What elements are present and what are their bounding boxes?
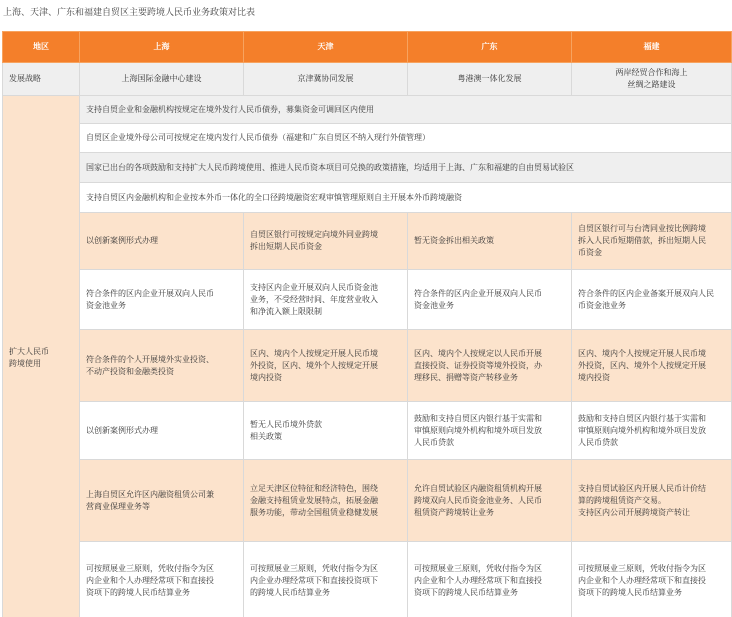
table-row (3, 402, 732, 460)
row-cell-tianjin: 自贸区银行可按规定向境外同业跨境 拆出短期人民币资金 (244, 213, 408, 270)
table-row (3, 213, 732, 270)
table-row (3, 460, 732, 542)
row-cell-fujian: 自贸区银行可与台湾同业按比例跨境 拆入人民币短期借款，拆出短期人民 币资金 (572, 213, 732, 270)
strategy-fujian: 两岸经贸合作和海上 丝绸之路建设 (572, 63, 732, 96)
header-shanghai: 上海 (80, 32, 244, 63)
common-cell: 国家已出台的各项鼓励和支持扩大人民币跨境使用、推进人民币资本项目可兑换的政策措施，均适用于上海、广东和福建的自由贸易试验区 (80, 153, 732, 183)
table-title: 上海、天津、广东和福建自贸区主要跨境人民币业务政策对比表 (3, 8, 256, 18)
row-cell-tianjin: 区内、境内个人按规定开展人民币境 外投资，区内、境外个人按规定开展 境内投资 (244, 330, 408, 402)
strategy-guangdong: 粤港澳一体化发展 (408, 63, 572, 96)
row-cell-tianjin: 立足天津区位特征和经济特色，围绕 金融支持租赁业发展特点，拓展金融 服务功能，带动全国租赁业稳健发展 (244, 460, 408, 542)
table-row (3, 330, 732, 402)
common-row (3, 183, 732, 213)
policy-comparison-table (2, 31, 732, 617)
header-tianjin: 天津 (244, 32, 408, 63)
row-cell-guangdong: 符合条件的区内企业开展双向人民币 资金池业务 (408, 270, 572, 330)
row-cell-shanghai: 以创新案例形式办理 (80, 402, 244, 460)
row-cell-fujian: 支持自贸试验区内开展人民币计价结 算的跨境租赁资产交易。 支持区内公司开展跨境资产转让 (572, 460, 732, 542)
row-cell-fujian: 符合条件的区内企业备案开展双向人民 币资金池业务 (572, 270, 732, 330)
row-cell-shanghai: 符合条件的区内企业开展双向人民币 资金池业务 (80, 270, 244, 330)
common-row (3, 124, 732, 153)
row-cell-shanghai: 可按照展业三原则，凭收付指令为区 内企业和个人办理经常项下和直接投 资项下的跨境人民币结算业务 (80, 542, 244, 617)
row-cell-guangdong: 可按照展业三原则，凭收付指令为区 内企业和个人办理经常项下和直接投 资项下的跨境人民币结算业务 (408, 542, 572, 617)
common-row (3, 153, 732, 183)
row-cell-guangdong: 区内、境内个人按规定以人民币开展 直接投资、证券投资等境外投资，办 理移民、捐赠等资产转移业务 (408, 330, 572, 402)
row-cell-guangdong: 允许自贸试验区内融资租赁机构开展 跨境双向人民币资金池业务、人民币 租赁资产跨境转让业务 (408, 460, 572, 542)
common-cell: 支持自贸企业和金融机构按规定在境外发行人民币债券，募集资金可调回区内使用 (80, 96, 732, 124)
common-row (3, 96, 732, 124)
row-cell-fujian: 区内、境内个人按规定开展人民币境 外投资，区内、境外个人按规定开展 境内投资 (572, 330, 732, 402)
strategy-row (3, 63, 732, 96)
strategy-shanghai: 上海国际金融中心建设 (80, 63, 244, 96)
row-cell-fujian: 鼓励和支持自贸区内银行基于实需和 审慎原则向境外机构和境外项目发放 人民币贷款 (572, 402, 732, 460)
row-cell-fujian: 可按照展业三原则，凭收付指令为区 内企业和个人办理经常项下和直接投 资项下的跨境人民币结算业务 (572, 542, 732, 617)
common-cell: 自贸区企业境外母公司可按规定在境内发行人民币债券（福建和广东自贸区不纳入现行外债管理） (80, 124, 732, 153)
row-cell-shanghai: 以创新案例形式办理 (80, 213, 244, 270)
header-region: 地区 (3, 32, 80, 63)
row-cell-shanghai: 符合条件的个人开展境外实业投资、 不动产投资和金融类投资 (80, 330, 244, 402)
side-label: 扩大人民币 跨境使用 (3, 96, 80, 617)
row-cell-tianjin: 暂无人民币境外贷款 相关政策 (244, 402, 408, 460)
header-fujian: 福建 (572, 32, 732, 63)
row-cell-tianjin: 可按照展业三原则，凭收付指令为区 内企业办理经常项下和直接投资项下 的跨境人民币结算业务 (244, 542, 408, 617)
row-cell-shanghai: 上海自贸区允许区内融资租赁公司兼 营商业保理业务等 (80, 460, 244, 542)
header-row (3, 32, 732, 63)
row-cell-guangdong: 暂无资金拆出相关政策 (408, 213, 572, 270)
strategy-tianjin: 京津冀协同发展 (244, 63, 408, 96)
table-row (3, 270, 732, 330)
header-guangdong: 广东 (408, 32, 572, 63)
row-cell-guangdong: 鼓励和支持自贸区内银行基于实需和 审慎原则向境外机构和境外项目发放 人民币贷款 (408, 402, 572, 460)
strategy-label: 发展战略 (3, 63, 80, 96)
common-cell: 支持自贸区内金融机构和企业按本外币一体化的全口径跨境融资宏观审慎管理原则自主开展本外币跨境融资 (80, 183, 732, 213)
table-row (3, 542, 732, 617)
row-cell-tianjin: 支持区内企业开展双向人民币资金池 业务，不受经营时间、年度营业收入 和净流入额上限限制 (244, 270, 408, 330)
